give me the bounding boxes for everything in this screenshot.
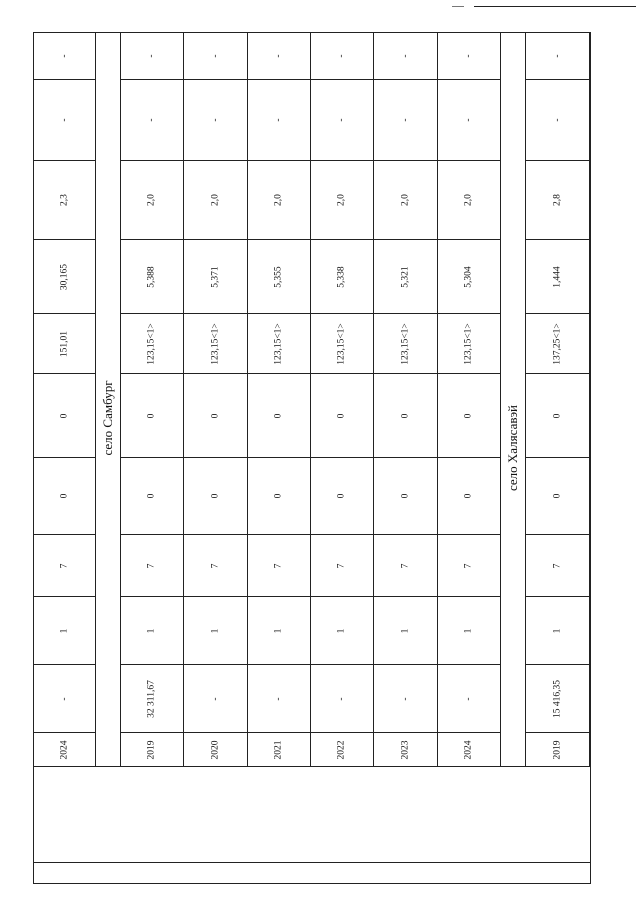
table-cell-c4 [374, 458, 437, 535]
table-cell-c7 [184, 240, 247, 314]
table-cell-year [121, 733, 183, 766]
cell-value: - [273, 118, 284, 122]
table-cell-year [374, 733, 437, 766]
cell-value: 0 [146, 493, 157, 499]
table-cell-c1 [121, 665, 183, 733]
cell-value: 2,0 [146, 194, 157, 206]
cell-value: 2,0 [399, 194, 410, 206]
cell-value: 123,15<1> [146, 322, 157, 365]
cell-value: 0 [273, 493, 284, 499]
cell-value: 2019 [551, 740, 562, 759]
cell-value: 2019 [146, 740, 157, 759]
table-row [121, 33, 184, 766]
table-cell-c10 [438, 33, 500, 80]
table-cell-c4 [121, 458, 183, 535]
table-cell-c5 [374, 374, 437, 458]
cell-value: 0 [58, 493, 69, 499]
table-cell-c7 [374, 240, 437, 314]
cell-value: 1 [399, 628, 410, 633]
table-cell-c7 [121, 240, 183, 314]
table-cell-c6 [438, 314, 500, 374]
cell-value: 2022 [336, 740, 347, 759]
cell-value: 1 [146, 628, 157, 633]
cell-value: 0 [399, 493, 410, 499]
cell-value: 2,8 [551, 194, 562, 206]
table-cell-c4 [311, 458, 373, 535]
cell-value: 2021 [273, 740, 284, 759]
table-cell-c10 [374, 33, 437, 80]
cell-value: 123,15<1> [209, 322, 220, 365]
table-cell-c4 [248, 458, 310, 535]
table-cell-c10 [184, 33, 247, 80]
table-cell-c9 [438, 80, 500, 161]
table-cell-c3 [438, 535, 500, 597]
table-cell-c7 [438, 240, 500, 314]
cell-value: - [273, 54, 284, 58]
cell-value: 1 [336, 628, 347, 633]
table-cell-c3 [526, 535, 589, 597]
cell-value: - [58, 54, 69, 58]
cell-value: 15 416,35 [551, 679, 562, 718]
table-cell-c2 [526, 597, 589, 665]
tariff-table [33, 32, 591, 884]
table-cell-c4 [438, 458, 500, 535]
cell-value: 2023 [399, 740, 410, 759]
cell-value: 7 [146, 563, 157, 568]
table-cell-c8 [374, 161, 437, 240]
table-row [374, 33, 438, 766]
table-footer-area [34, 766, 590, 883]
cell-value: 5,355 [273, 265, 284, 288]
table-row [438, 33, 501, 766]
table-cell-year [311, 733, 373, 766]
cell-value: 7 [336, 563, 347, 568]
table-cell-c9 [184, 80, 247, 161]
cell-value: - [209, 696, 220, 701]
table-cell-c5 [438, 374, 500, 458]
cell-value: 137,25<1> [551, 322, 562, 365]
table-cell-c6 [121, 314, 183, 374]
table-cell-c5 [121, 374, 183, 458]
table-cell-c6 [526, 314, 589, 374]
table-cell-c10 [121, 33, 183, 80]
section-title: село Самбург [100, 380, 115, 456]
cell-value: 2024 [463, 740, 474, 759]
table-cell-c2 [34, 597, 95, 665]
table-cell-c9 [34, 80, 95, 161]
table-row [526, 33, 590, 766]
table-cell-c2 [311, 597, 373, 665]
cell-value: 2,3 [58, 194, 69, 206]
cell-value: 5,338 [336, 265, 347, 288]
cell-value: - [336, 118, 347, 122]
cell-value: - [58, 696, 69, 701]
cell-value: 1 [58, 628, 69, 633]
cell-value: 7 [273, 563, 284, 568]
cell-value: 0 [463, 493, 474, 499]
cell-value: - [336, 696, 347, 701]
table-cell-c9 [121, 80, 183, 161]
table-cell-c3 [374, 535, 437, 597]
table-cell-c9 [526, 80, 589, 161]
cell-value: - [399, 54, 410, 58]
table-cell-c1 [438, 665, 500, 733]
section-header-samburg [96, 33, 121, 766]
table-cell-c3 [121, 535, 183, 597]
table-cell-c6 [311, 314, 373, 374]
table-cell-c10 [311, 33, 373, 80]
table-cell-year [184, 733, 247, 766]
cell-value: 1,444 [551, 265, 562, 288]
cell-value: 0 [58, 413, 69, 418]
cell-value: 123,15<1> [336, 322, 347, 365]
table-cell-c7 [311, 240, 373, 314]
table-cell-c3 [311, 535, 373, 597]
cell-value: 0 [551, 413, 562, 418]
section-header-khalyasavey [501, 33, 526, 766]
cell-value: 7 [58, 563, 69, 568]
cell-value: - [273, 696, 284, 701]
cell-value: 7 [209, 563, 220, 568]
cell-value: 30,165 [58, 263, 69, 290]
table-cell-c1 [311, 665, 373, 733]
cell-value: - [209, 118, 220, 122]
table-cell-year [248, 733, 310, 766]
table-cell-c5 [311, 374, 373, 458]
table-cell-c4 [526, 458, 589, 535]
table-cell-year [438, 733, 500, 766]
cell-value: 1 [273, 628, 284, 633]
cell-value: 0 [551, 493, 562, 499]
cell-value: 1 [551, 628, 562, 633]
cell-value: 0 [336, 413, 347, 418]
table-cell-c1 [248, 665, 310, 733]
table-cell-c6 [184, 314, 247, 374]
cell-value: 2,0 [336, 194, 347, 206]
table-cell-year [34, 733, 95, 766]
table-cell-c6 [34, 314, 95, 374]
cell-value: 5,388 [146, 265, 157, 288]
table-cell-c5 [34, 374, 95, 458]
cell-value: - [463, 696, 474, 701]
table-cell-c3 [184, 535, 247, 597]
cell-value: 2024 [58, 740, 69, 759]
table-cell-c9 [248, 80, 310, 161]
cell-value: - [551, 118, 562, 122]
cell-value: 0 [209, 493, 220, 499]
cell-value: 151,01 [58, 330, 69, 357]
cell-value: 7 [463, 563, 474, 568]
cell-value: 2,0 [273, 194, 284, 206]
table-cell-c8 [184, 161, 247, 240]
cell-value: 0 [399, 413, 410, 418]
scan-artifact-dash [452, 6, 464, 7]
table-cell-c8 [121, 161, 183, 240]
cell-value: 123,15<1> [273, 322, 284, 365]
cell-value: - [336, 54, 347, 58]
table-cell-c9 [374, 80, 437, 161]
cell-value: - [146, 118, 157, 122]
cell-value: - [146, 54, 157, 58]
cell-value: 1 [209, 628, 220, 633]
cell-value: 2,0 [463, 194, 474, 206]
cell-value: - [463, 54, 474, 58]
cell-value: 5,321 [399, 265, 410, 288]
table-cell-c3 [34, 535, 95, 597]
table-row [248, 33, 311, 766]
table-cell-c8 [438, 161, 500, 240]
table-cell-c8 [34, 161, 95, 240]
cell-value: 7 [399, 563, 410, 568]
cell-value: - [58, 118, 69, 122]
table-cell-c2 [121, 597, 183, 665]
table-cell-c7 [526, 240, 589, 314]
table-cell-c2 [184, 597, 247, 665]
table-cell-c10 [248, 33, 310, 80]
table-cell-c1 [34, 665, 95, 733]
table-row [311, 33, 374, 766]
table-cell-c1 [526, 665, 589, 733]
table-cell-c5 [526, 374, 589, 458]
table-cell-c1 [374, 665, 437, 733]
table-cell-c8 [526, 161, 589, 240]
cell-value: 5,371 [209, 265, 220, 288]
table-row [34, 33, 96, 766]
cell-value: - [551, 54, 562, 58]
cell-value: - [209, 54, 220, 58]
cell-value: 0 [146, 413, 157, 418]
table-cell-c6 [374, 314, 437, 374]
cell-value: 123,15<1> [399, 322, 410, 365]
cell-value: - [463, 118, 474, 122]
table-cell-c6 [248, 314, 310, 374]
cell-value: 0 [209, 413, 220, 418]
scan-artifact-line [474, 6, 636, 7]
cell-value: 2020 [209, 740, 220, 759]
table-cell-c8 [311, 161, 373, 240]
table-cell-c2 [248, 597, 310, 665]
table-cell-c8 [248, 161, 310, 240]
cell-value: 123,15<1> [463, 322, 474, 365]
table-cell-year [526, 733, 589, 766]
table-cell-c9 [311, 80, 373, 161]
table-cell-c5 [184, 374, 247, 458]
footer-divider [34, 862, 590, 863]
cell-value: 7 [551, 563, 562, 568]
table-cell-c2 [438, 597, 500, 665]
table-cell-c7 [34, 240, 95, 314]
table-cell-c3 [248, 535, 310, 597]
cell-value: 1 [463, 628, 474, 633]
table-cell-c4 [34, 458, 95, 535]
cell-value: 0 [336, 493, 347, 499]
cell-value: 5,304 [463, 265, 474, 288]
cell-value: - [399, 118, 410, 122]
cell-value: - [399, 696, 410, 701]
table-row [184, 33, 248, 766]
table-cell-c4 [184, 458, 247, 535]
cell-value: 0 [273, 413, 284, 418]
table-cell-c7 [248, 240, 310, 314]
table-cell-c1 [184, 665, 247, 733]
section-title: село Халясавэй [505, 404, 520, 492]
cell-value: 32 311,67 [146, 679, 157, 718]
cell-value: 2,0 [209, 194, 220, 206]
table-cell-c10 [526, 33, 589, 80]
table-cell-c2 [374, 597, 437, 665]
cell-value: 0 [463, 413, 474, 418]
table-cell-c10 [34, 33, 95, 80]
table-cell-c5 [248, 374, 310, 458]
